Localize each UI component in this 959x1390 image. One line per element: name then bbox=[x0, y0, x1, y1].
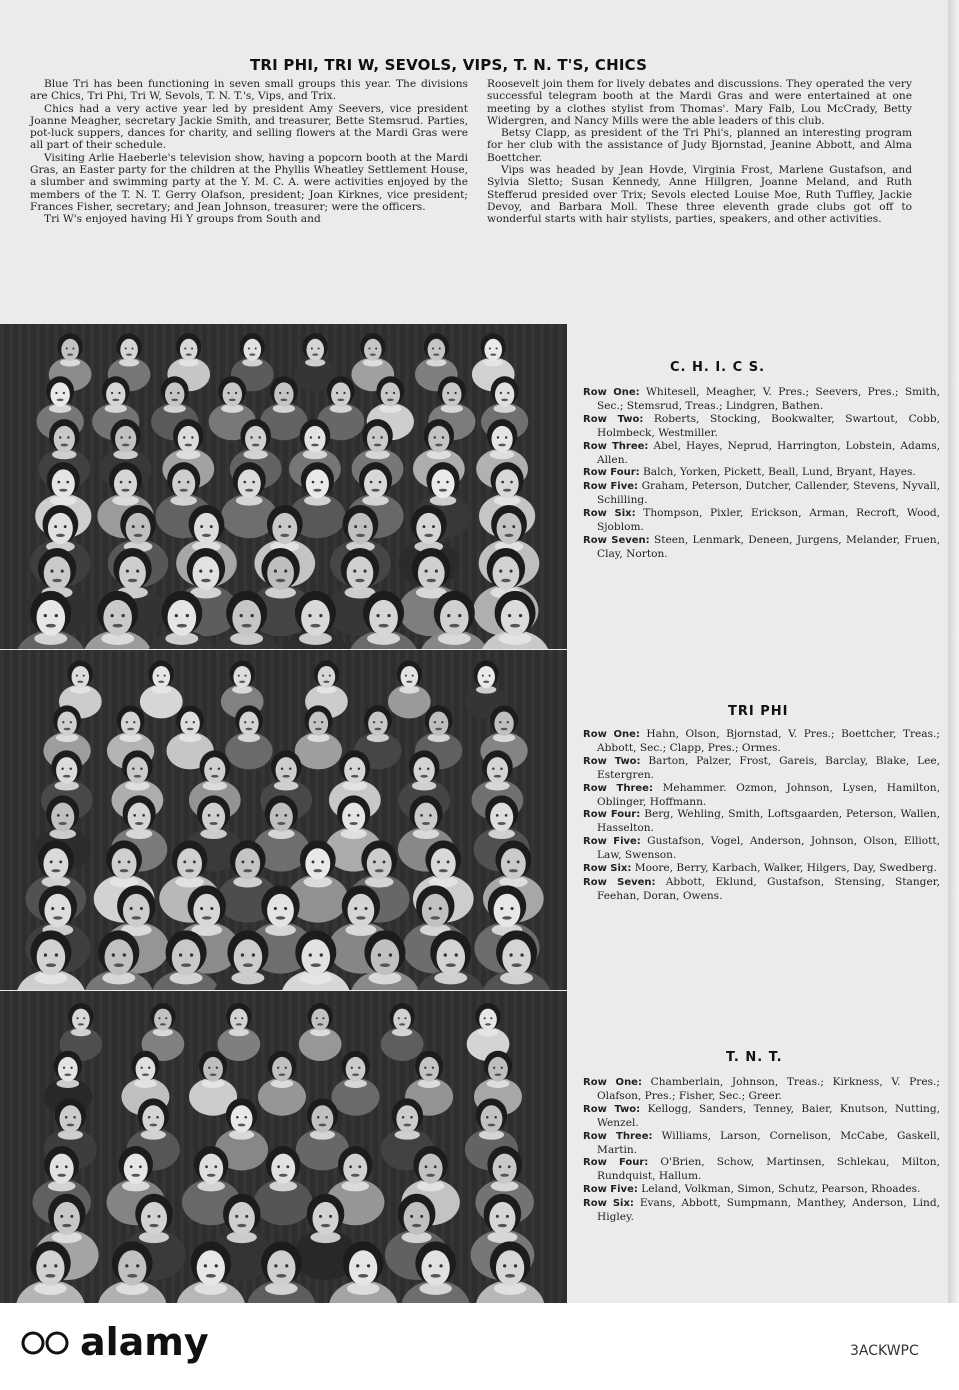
curtain-fold bbox=[0, 650, 4, 990]
roster-row bbox=[583, 534, 940, 561]
row-label: Row One: bbox=[583, 387, 640, 398]
intro-left-column bbox=[30, 78, 468, 226]
chics-roster bbox=[583, 386, 940, 561]
row-names: Graham, Peterson, Dutcher, Callender, Stevens, Nyvall, Schilling. bbox=[597, 480, 941, 507]
row-names: Williams, Larson, Cornelison, McCabe, Gaskell, Martin. bbox=[597, 1129, 940, 1156]
alamy-wordmark: alamy bbox=[80, 1320, 209, 1364]
roster-row bbox=[583, 782, 940, 809]
row-label: Row Four: bbox=[583, 809, 641, 821]
row-label: Row Five: bbox=[583, 1184, 638, 1196]
curtain-fold bbox=[540, 650, 544, 990]
row-label: Row Two: bbox=[583, 413, 644, 425]
roster-row bbox=[583, 862, 940, 876]
tri-phi-group-photo bbox=[0, 650, 567, 990]
row-names: Whitesell, Meagher, V. Pres.; Seevers, Pres.; Smith, Sec.; Stemsrud, Treas.; Lindgren, Bathen. bbox=[597, 386, 940, 412]
intro-paragraph: Tri W's enjoyed having Hi Y groups from South and bbox=[44, 213, 321, 226]
curtain-fold bbox=[108, 991, 112, 1303]
row-label: Row Two: bbox=[583, 1103, 641, 1115]
curtain-fold bbox=[558, 324, 562, 649]
tnt-group-photo bbox=[0, 991, 567, 1303]
tri-phi-heading: TRI PHI bbox=[728, 704, 789, 719]
curtain-fold bbox=[0, 324, 4, 649]
intro-paragraph: Blue Tri has been functioning in seven small groups this year. The divisions are Chics, Tri Phi, Tri W, Sevols, T. N. T.'s, Vips, and Trix. bbox=[30, 78, 468, 103]
roster-row bbox=[583, 876, 940, 903]
row-names: Moore, Berry, Karbach, Walker, Hilgers, Day, Swedberg. bbox=[634, 862, 937, 875]
intro-paragraph: Roosevelt join them for lively debates and discussions. They operated the very successful telegram booth at the Mardi Gras and were entertained at one meeting by a clothes stylist from Thomas'. Mary Falb, Lou McCrady, Betty Widergren, and Nancy Mills were the able leaders of this club. bbox=[487, 78, 912, 127]
roster-row bbox=[583, 1130, 940, 1157]
curtain-fold bbox=[18, 650, 22, 990]
curtain-fold bbox=[540, 991, 544, 1303]
intro-paragraph: Vips was headed by Jean Hovde, Virginia Frost, Marlene Gustafson, and Sylvia Sletto; Susan Kennedy, Anne Hillgren, Joanne Meland, and Ruth Stefferud presided over Trix; Sevols elected Louise Moe, Ruth Tuffley, Jackie Devoy, and Barbara Moll. These three eleventh grade clubs got off to wonderful starts with hair stylists, parties, speakers, and other activities. bbox=[487, 164, 912, 226]
row-names: Leland, Volkman, Simon, Schutz, Pearson, Rhoades. bbox=[641, 1183, 921, 1196]
roster-row bbox=[583, 413, 940, 440]
curtain-fold bbox=[459, 991, 463, 1303]
curtain-fold bbox=[9, 991, 13, 1303]
page-edge-shadow bbox=[948, 0, 959, 1303]
row-names: Balch, Yorken, Pickett, Beall, Lund, Bryant, Hayes. bbox=[643, 466, 916, 479]
roster-row bbox=[583, 1197, 940, 1224]
intro-paragraph: Betsy Clapp, as president of the Tri Phi's, planned an interesting program for her club with the assistance of Judy Bjornstad, Jeanine Abbott, and Alma Boettcher. bbox=[487, 127, 912, 164]
row-names: O'Brien, Schow, Martinsen, Schlekau, Milton, Rundquist, Hallum. bbox=[597, 1156, 940, 1183]
row-names: Evans, Abbott, Sumpmann, Manthey, Anderson, Lind, Higley. bbox=[597, 1197, 940, 1224]
row-label: Row Four: bbox=[583, 467, 640, 479]
row-label: Row Six: bbox=[583, 508, 636, 520]
row-names: Roberts, Stocking, Bookwalter, Swartout, Cobb, Holmbeck, Westmiller. bbox=[597, 412, 940, 439]
chics-group-photo bbox=[0, 324, 567, 649]
roster-row bbox=[583, 808, 940, 835]
intro-right-column bbox=[487, 78, 912, 226]
alamy-watermark-bar bbox=[0, 1303, 959, 1390]
row-label: Row Four: bbox=[583, 1157, 649, 1169]
tnt-photo-art bbox=[0, 991, 567, 1303]
stock-image-id: 3ACKWPC bbox=[850, 1343, 919, 1359]
intro-paragraph: Chics had a very active year led by president Amy Seevers, vice president Joanne Meagher, secretary Jackie Smith, and treasurer, Bette Stemsrud. Parties, pot-luck suppers, dances for charity, and selling flowers at the Mardi Gras were all part of their schedule. bbox=[30, 102, 468, 152]
row-names: Chamberlain, Johnson, Treas.; Kirkness, V. Pres.; Olafson, Pres.; Fisher, Sec.; Greer. bbox=[597, 1076, 940, 1102]
row-label: Row Six: bbox=[583, 1198, 634, 1210]
roster-row bbox=[583, 507, 940, 534]
tri-phi-photo-art bbox=[0, 650, 567, 990]
tnt-heading: T. N. T. bbox=[726, 1050, 783, 1065]
curtain-fold bbox=[27, 991, 31, 1303]
row-names: Barton, Palzer, Frost, Gareis, Barclay, Blake, Lee, Estergren. bbox=[597, 754, 941, 781]
row-label: Row Five: bbox=[583, 836, 641, 848]
row-label: Row Five: bbox=[583, 481, 639, 493]
roster-row bbox=[583, 1103, 940, 1130]
chics-photo-art bbox=[0, 324, 567, 649]
curtain-fold bbox=[18, 991, 22, 1303]
roster-row bbox=[583, 728, 940, 755]
row-label: Row Two: bbox=[583, 755, 641, 767]
roster-row bbox=[583, 386, 940, 413]
row-names: Hahn, Olson, Bjornstad, V. Pres.; Boettcher, Treas.; Abbott, Sec.; Clapp, Pres.; Ormes. bbox=[597, 728, 940, 754]
curtain-fold bbox=[540, 324, 544, 649]
curtain-fold bbox=[0, 991, 4, 1303]
roster-row bbox=[583, 480, 940, 507]
row-names: Kellogg, Sanders, Tenney, Baier, Knutson, Nutting, Wenzel. bbox=[597, 1102, 941, 1129]
row-label: Row Three: bbox=[583, 440, 649, 452]
row-label: Row One: bbox=[583, 1077, 642, 1088]
row-label: Row Seven: bbox=[583, 876, 656, 888]
intro-paragraph: Visiting Arlie Haeberle's television show, having a popcorn booth at the Mardi Gras, an Easter party for the children at the Phyllis Wheatley Settlement House, a slumber and swimming party at the Y. M. C. A. were activities enjoyed by the members of the T. N. T. Gerry Olafson, president; Joan Kirknes, vice president; Frances Fisher, secretary; and Jean Johnson, treasurer; were the officers. bbox=[30, 151, 468, 213]
curtain-fold bbox=[18, 324, 22, 649]
row-names: Mehammer. Ozmon, Johnson, Lysen, Hamilton, Oblinger, Hoffmann. bbox=[597, 781, 940, 808]
roster-row bbox=[583, 1156, 940, 1183]
curtain-fold bbox=[9, 324, 13, 649]
curtain-fold bbox=[549, 324, 553, 649]
roster-row bbox=[583, 466, 940, 480]
roster-row bbox=[583, 1183, 940, 1197]
curtain-fold bbox=[549, 991, 553, 1303]
chics-heading: C. H. I. C S. bbox=[670, 360, 766, 375]
curtain-fold bbox=[549, 650, 553, 990]
row-names: Steen, Lenmark, Deneen, Jurgens, Melander, Fruen, Clay, Norton. bbox=[597, 533, 940, 560]
row-names: Abel, Hayes, Neprud, Harrington, Lobstein, Adams, Allen. bbox=[597, 439, 940, 466]
roster-row bbox=[583, 755, 940, 782]
curtain-fold bbox=[558, 650, 562, 990]
row-names: Berg, Wehling, Smith, Loftsgaarden, Peterson, Wallen, Hasselton. bbox=[597, 808, 941, 835]
row-label: Row Seven: bbox=[583, 534, 650, 546]
page-title: TRI PHI, TRI W, SEVOLS, VIPS, T. N. T'S, CHICS bbox=[250, 56, 648, 74]
row-names: Thompson, Pixler, Erickson, Arman, Recroft, Wood, Sjoblom. bbox=[597, 507, 940, 534]
tnt-roster bbox=[583, 1076, 940, 1224]
roster-row bbox=[583, 440, 940, 467]
watermark-strip bbox=[0, 1303, 959, 1390]
curtain-fold bbox=[558, 991, 562, 1303]
row-label: Row Three: bbox=[583, 1130, 653, 1142]
row-label: Row Six: bbox=[583, 863, 632, 875]
curtain-fold bbox=[9, 650, 13, 990]
row-names: Gustafson, Vogel, Anderson, Johnson, Olson, Elliott, Law, Swenson. bbox=[597, 835, 940, 862]
row-label: Row Three: bbox=[583, 782, 653, 794]
roster-row bbox=[583, 835, 940, 862]
roster-row bbox=[583, 1076, 940, 1103]
row-names: Abbott, Eklund, Gustafson, Stensing, Stanger, Feehan, Doran, Owens. bbox=[597, 875, 941, 902]
tri-phi-roster bbox=[583, 728, 940, 903]
row-label: Row One: bbox=[583, 729, 640, 740]
